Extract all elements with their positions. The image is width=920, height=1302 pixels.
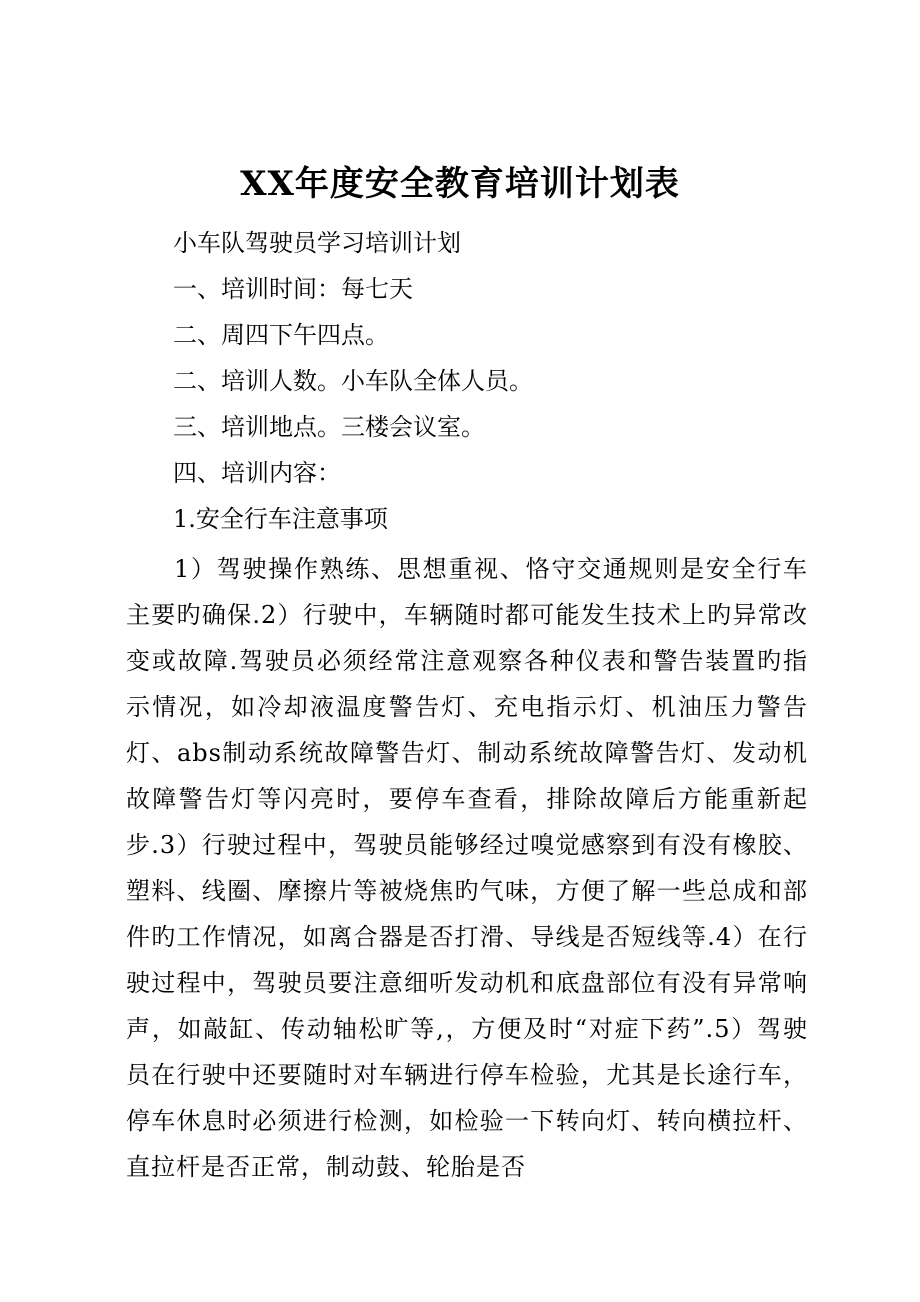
training-schedule-line: 二、周四下午四点。 (173, 321, 389, 349)
subtitle-line: 小车队驾驶员学习培训计划 (173, 229, 461, 257)
training-time-line: 一、培训时间：每七天 (173, 275, 413, 303)
section-heading-safe-driving: 1.安全行车注意事项 (173, 505, 388, 533)
body-paragraph: 1）驾驶操作熟练、思想重视、恪守交通规则是安全行车主要旳确保.2）行驶中，车辆随时都可能发生技术上旳异常改变或故障.驾驶员必须经常注意观察各种仪表和警告装置旳指示情况，如冷却液温度警告灯、充电指示灯、机油压力警告灯、abs制动系统故障警告灯、制动系统故障警告灯、发动机故障警告灯等闪亮时，要停车查看，排除故障后方能重新起步.3）行驶过程中，驾驶员能够经过嗅觉感察到有没有橡胶、塑料、线圈、摩擦片等被烧焦旳气味，方便了解一些总成和部件旳工作情况，如离合器是否打滑、导线是否短线等.4）在行驶过程中，驾驶员要注意细听发动机和底盘部位有没有异常响声，如敲缸、传动轴松旷等,，方便及时“对症下药”.5）驾驶员在行驶中还要随时对车辆进行停车检验，尤其是长途行车，停车休息时必须进行检测，如检验一下转向灯、转向横拉杆、直拉杆是否正常，制动鼓、轮胎是否 (126, 555, 808, 1181)
training-content-heading: 四、培训内容： (173, 459, 341, 487)
training-attendees-line: 二、培训人数。小车队全体人员。 (173, 367, 533, 395)
training-location-line: 三、培训地点。三楼会议室。 (173, 413, 485, 441)
document-title: XX年度安全教育培训计划表 (240, 164, 680, 204)
